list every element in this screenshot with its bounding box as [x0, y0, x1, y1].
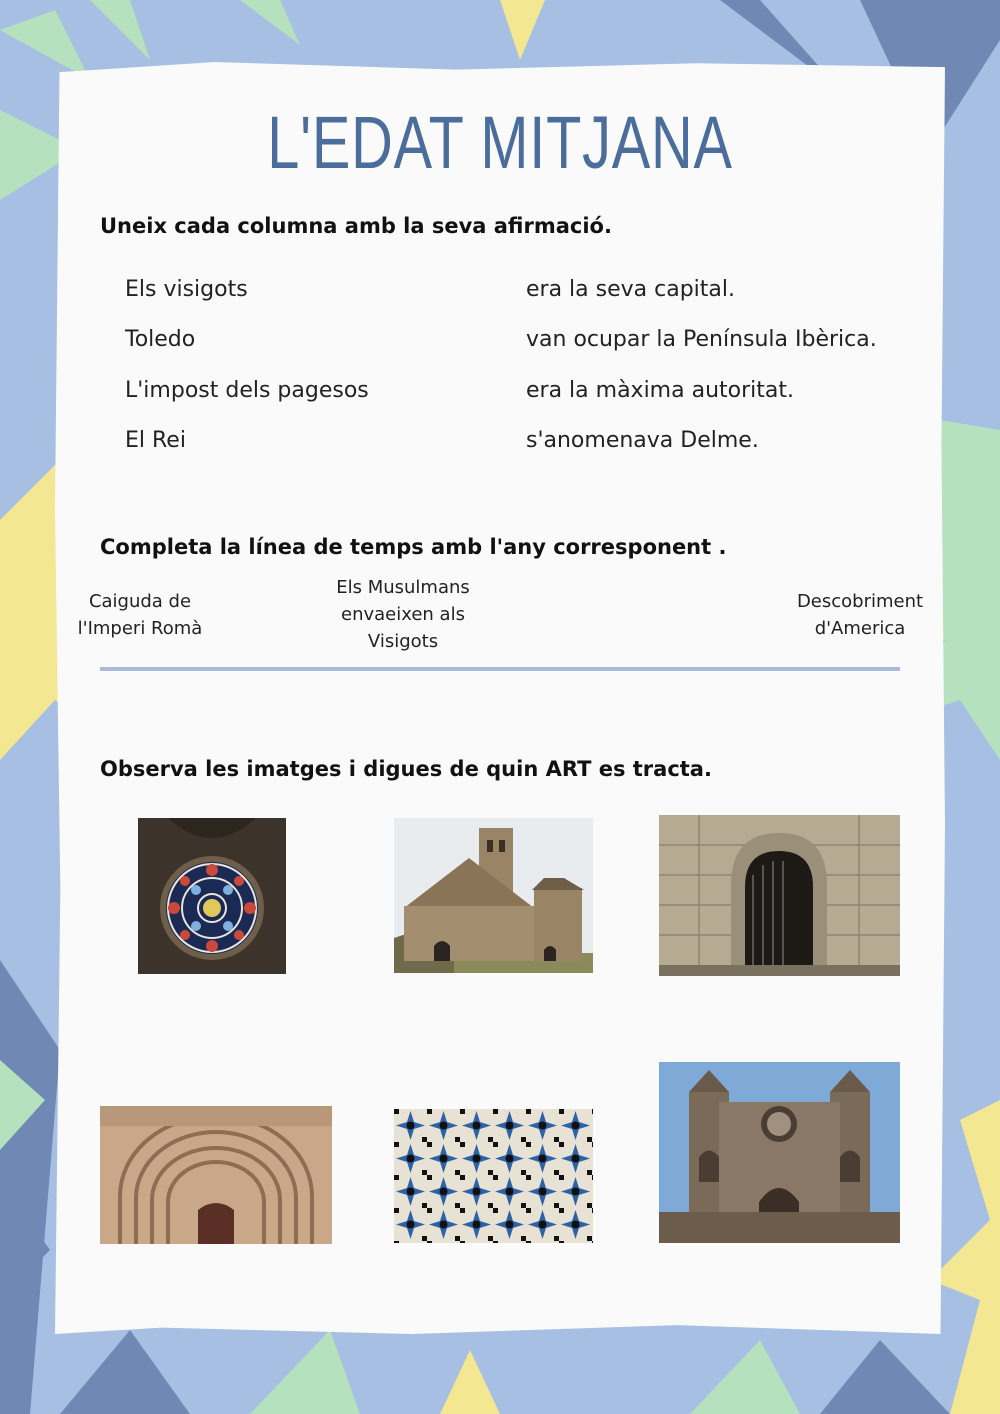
right-item-3[interactable]: era la màxima autoritat.: [526, 378, 794, 403]
timeline-heading: Completa la línea de temps amb l'any corresponent .: [100, 535, 727, 559]
horseshoe-arch-door-photo[interactable]: [659, 815, 900, 976]
left-item-4[interactable]: El Rei: [125, 428, 186, 453]
romanesque-church-photo[interactable]: [394, 818, 593, 973]
left-item-3[interactable]: L'impost dels pagesos: [125, 378, 369, 403]
right-item-4[interactable]: s'anomenava Delme.: [526, 428, 759, 453]
mosaic-tile-photo[interactable]: [394, 1109, 593, 1243]
page-title: L'EDAT MITJANA: [267, 101, 733, 184]
gothic-cathedral-photo[interactable]: [659, 1062, 900, 1243]
left-item-1[interactable]: Els visigots: [125, 277, 248, 302]
right-item-1[interactable]: era la seva capital.: [526, 277, 735, 302]
right-item-2[interactable]: van ocupar la Península Ibèrica.: [526, 327, 877, 352]
timeline-line: [100, 667, 900, 671]
timeline-event-muslim-invasion: Els Musulmans envaeixen als Visigots: [336, 577, 470, 652]
art-heading: Observa les imatges i digues de quin ART es tracta.: [100, 757, 712, 781]
timeline-event-america: Descobriment d'America: [796, 591, 924, 639]
left-item-2[interactable]: Toledo: [125, 327, 196, 352]
romanesque-portal-photo[interactable]: [100, 1106, 332, 1244]
rose-window-photo[interactable]: [138, 818, 286, 974]
matching-heading: Uneix cada columna amb la seva afirmació.: [100, 214, 612, 238]
timeline-event-roman-empire: Caiguda de l'Imperi Romà: [77, 591, 203, 639]
